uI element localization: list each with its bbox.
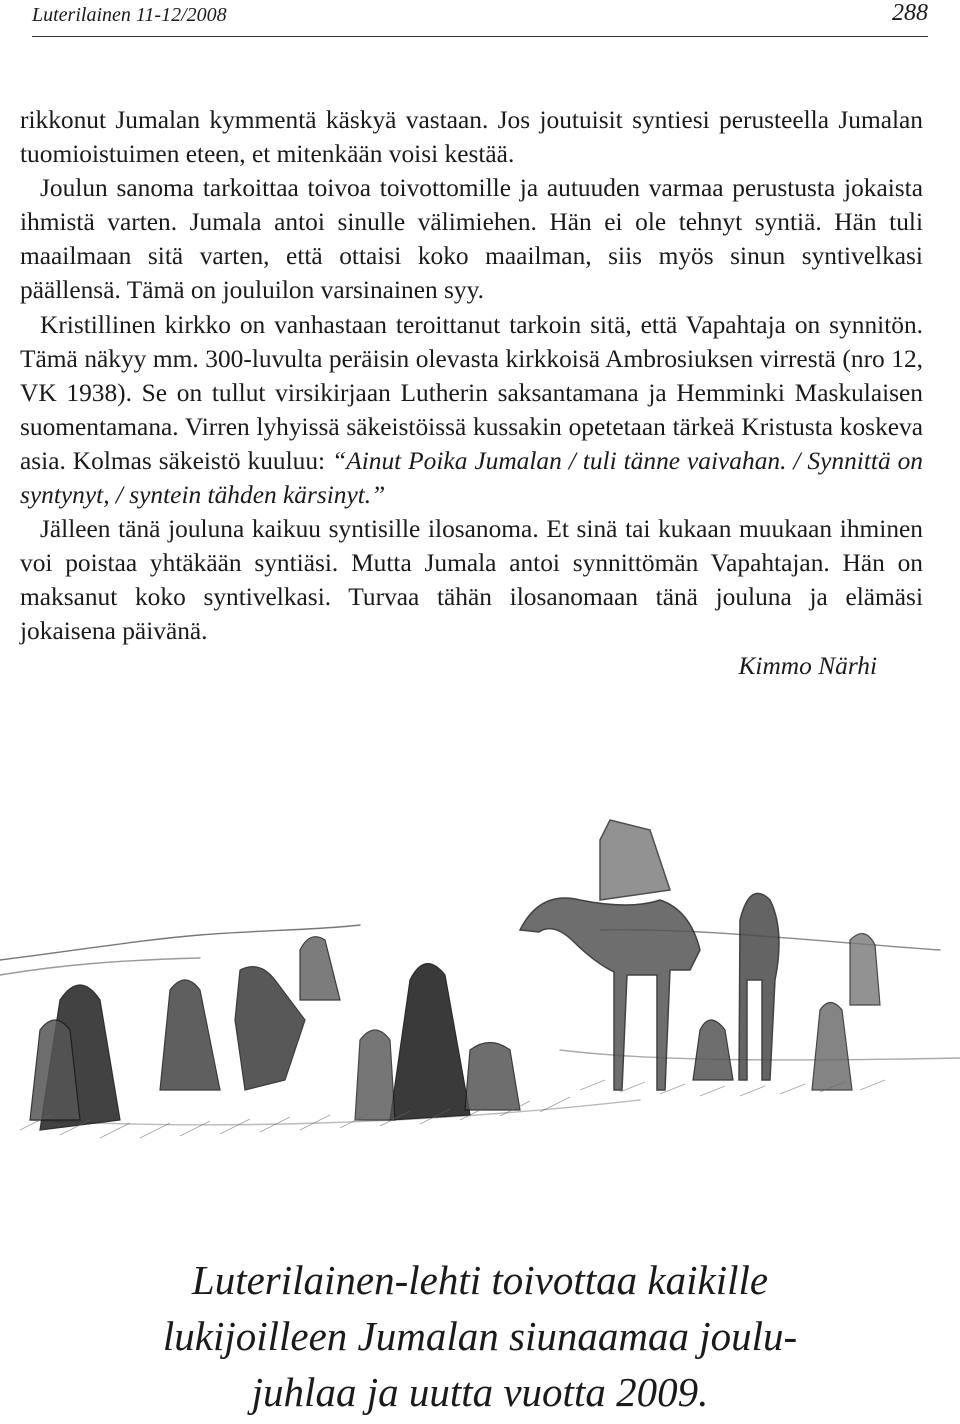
paragraph-2: Joulun sanoma tarkoittaa toivoa toivottomille ja autuuden varmaa perustusta jokaista ihmistä varten. Jumala antoi sinulle välimiehen. Hän ei ole tehnyt syntiä. Hän tuli maailmaan sitä varten, että ottaisi koko maailman, siis myös sinun syntivelkasi päällensä. Tämä on jouluilon varsinainen syy. xyxy=(20,174,923,305)
paragraph-3 xyxy=(20,308,923,513)
greeting-line-1: Luterilainen-lehti toivottaa kaikille xyxy=(191,1257,769,1303)
article-body xyxy=(20,103,923,683)
greeting-line-2: lukijoilleen Jumalan siunaamaa joulu- xyxy=(162,1313,798,1359)
running-header xyxy=(32,0,928,37)
greeting-line-3: juhlaa ja uutta vuotta 2009. xyxy=(251,1369,709,1415)
paragraph-1: rikkonut Jumalan kymmentä käskyä vastaan. Jos joutuisit syntiesi perusteella Jumalan tuomioistuimen eteen, et mitenkään voisi kestää. xyxy=(20,106,923,169)
caravan-sketch-illustration xyxy=(0,800,960,1230)
paragraph-3-text: Kristillinen kirkko on vanhastaan teroittanut tarkoin sitä, että Vapahtaja on synnitön. Tämä näkyy mm. 300-luvulta peräisin olevasta kirkkoisä Ambrosiuksen virrestä (nro 12, VK 1938). Se on tullut virsikirjaan Lutherin saksantamana ja Hemminki Maskulaisen suomentamana. Virren lyhyissä säkeistöissä kussakin opetetaan tärkeä Kristusta koskeva asia. Kolmas säkeistö kuuluu: xyxy=(20,310,923,475)
publication-title: Luterilainen 11-12/2008 xyxy=(32,4,227,26)
hymn-quote: “Ainut Poika Jumalan / tuli tänne vaivahan. / Synnittä on syntynyt, / syntein tähden kärsinyt.” xyxy=(20,446,923,510)
christmas-greeting xyxy=(0,1252,960,1420)
page-number: 288 xyxy=(892,0,928,26)
author-signature: Kimmo Närhi xyxy=(738,651,877,680)
paragraph-4: Jälleen tänä jouluna kaikuu syntisille ilosanoma. Et sinä tai kukaan muukaan ihminen voi poistaa yhtäkään syntiäsi. Mutta Jumala antoi synnittömän Vapahtajan. Hän on maksanut koko syntivelkasi. Turvaa tähän ilosanomaan tänä jouluna ja elämäsi jokaisena päivänä. xyxy=(20,515,923,646)
